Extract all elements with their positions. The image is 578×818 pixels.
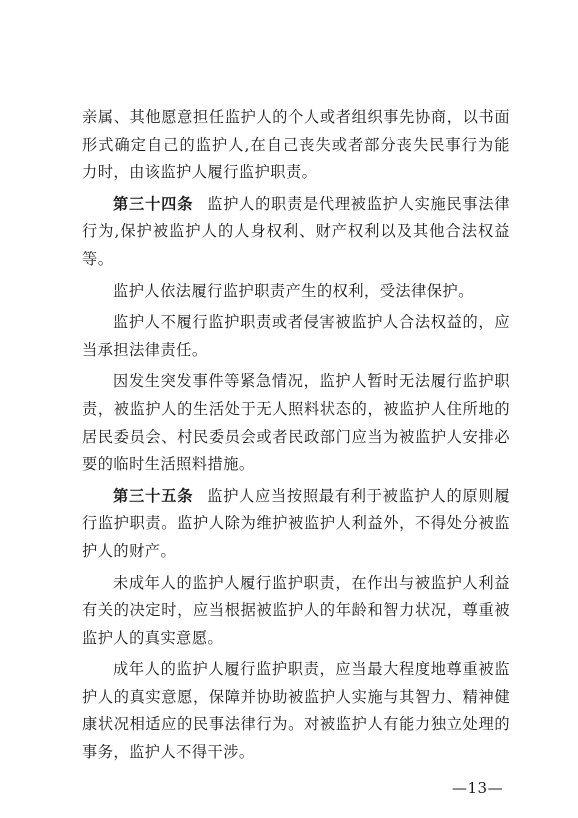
paragraph (82, 309, 510, 364)
paragraph-text: 成年人的监护人履行监护职责，应当最大程度地尊重被监护人的真实意愿，保障并协助被监护人实施与其智力、精神健康状况相适应的民事法律行为。对被监护人有能力独立处理的事务，监护人不得干涉。 (82, 660, 510, 762)
paragraph-text: 监护人的职责是代理被监护人实施民事法律行为,保护被监护人的人身权利、财产权利以及其他合法权益等。 (82, 194, 511, 268)
paragraph-text: 亲属、其他愿意担任监护人的个人或者组织事先协商，以书面形式确定自己的监护人,在自己丧失或者部分丧失民事行为能力时，由该监护人履行监护职责。 (82, 108, 510, 182)
article-heading: 第三十四条 (113, 194, 194, 213)
paragraph (82, 104, 510, 187)
paragraph-text: 因发生突发事件等紧急情况，监护人暂时无法履行监护职责，被监护人的生活处于无人照料状态的，被监护人住所地的居民委员会、村民委员会或者民政部门应当为被监护人安排必要的临时生活照料措施。 (82, 372, 510, 474)
body-text (82, 104, 510, 771)
paragraph-text: 未成年人的监护人履行监护职责，在作出与被监护人利益有关的决定时，应当根据被监护人的年龄和智力状况，尊重被监护人的真实意愿。 (82, 573, 510, 647)
paragraph-text: 监护人应当按照最有利于被监护人的原则履行监护职责。监护人除为维护被监护人利益外，不得处分被监护人的财产。 (82, 486, 511, 560)
paragraph (82, 368, 510, 478)
page-number: —13— (452, 779, 504, 797)
paragraph-text: 监护人不履行监护职责或者侵害被监护人合法权益的，应当承担法律责任。 (82, 313, 510, 359)
paragraph (82, 570, 510, 653)
paragraph (82, 656, 510, 766)
article-paragraph (82, 483, 510, 566)
article-paragraph (82, 191, 510, 274)
article-heading: 第三十五条 (113, 486, 194, 505)
paragraph (82, 278, 510, 306)
paragraph-text: 监护人依法履行监护职责产生的权利，受法律保护。 (113, 281, 474, 300)
